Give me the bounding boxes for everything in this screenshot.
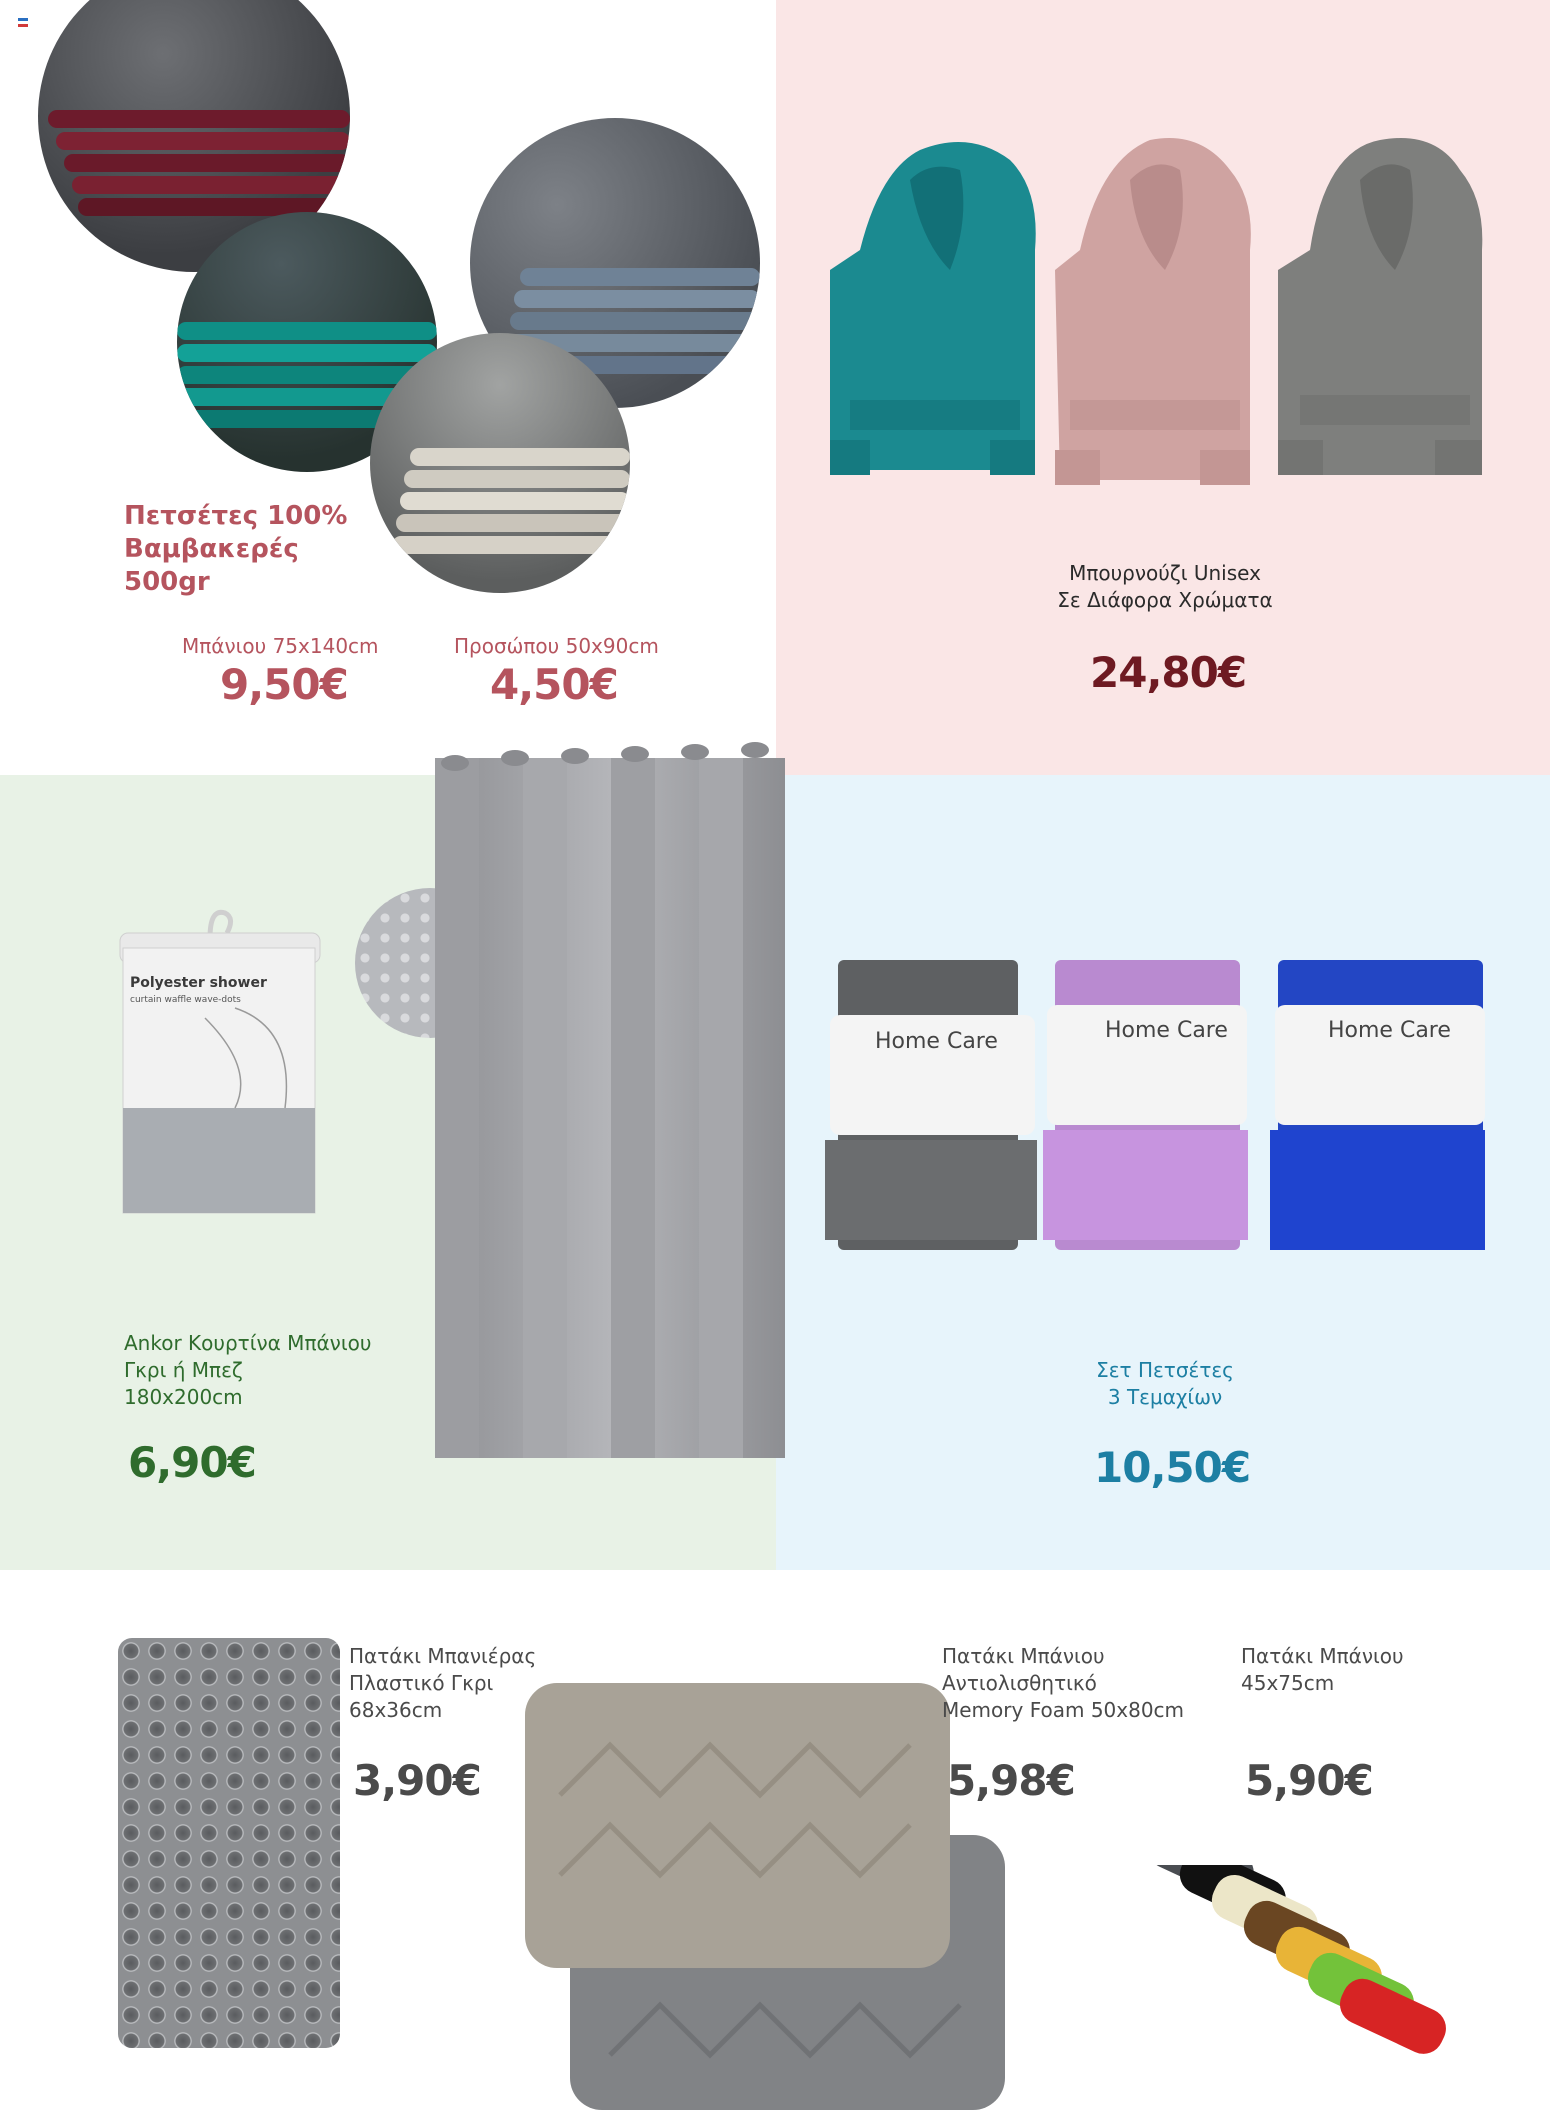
robe-description: [1000, 560, 1330, 614]
towel-set-line1: Σετ Πετσέτες: [1096, 1358, 1234, 1382]
robe-line1: Μπουρνούζι Unisex: [1069, 561, 1261, 585]
curtain-price: 6,90€: [128, 1438, 256, 1487]
stacked-towels-photo-beige: [370, 333, 630, 593]
curtain-package-text1: Polyester shower: [130, 975, 267, 991]
towels-title: [124, 500, 347, 599]
mat-memory-line1: Πατάκι Μπάνιου: [942, 1644, 1105, 1668]
plastic-mat-photo: [118, 1638, 340, 2048]
curtain-description: [124, 1330, 371, 1410]
mat-plastic-line3: 68x36cm: [349, 1697, 443, 1722]
towel-set-price: 10,50€: [1094, 1443, 1251, 1492]
mat-small-line1: Πατάκι Μπάνιου: [1241, 1644, 1404, 1668]
towel-set-line2: 3 Τεμαχίων: [1107, 1384, 1223, 1409]
mat-small-line2: 45x75cm: [1241, 1670, 1335, 1695]
bathrobe-photo: [820, 130, 1510, 500]
mat-plastic-description: [349, 1643, 536, 1723]
towels-title-line2: Βαμβακερές: [124, 534, 299, 565]
curtain-line2: Γκρι ή Μπεζ: [124, 1357, 243, 1382]
shower-curtain-package-photo: [115, 908, 325, 1218]
robe-line2: Σε Διάφορα Χρώματα: [1057, 587, 1273, 612]
memory-foam-mat-photo: [520, 1675, 1010, 2115]
towel-set-brand-2: Home Care: [1105, 1018, 1228, 1043]
mat-plastic-line2: Πλαστικό Γκρι: [349, 1670, 494, 1695]
curtain-line1: Ankor Κουρτίνα Μπάνιου: [124, 1331, 372, 1355]
towels-face-price: 4,50€: [490, 660, 618, 709]
towels-title-line3: 500gr: [124, 567, 210, 598]
towels-bath-price: 9,50€: [220, 660, 348, 709]
page-marker-icon: [18, 18, 28, 27]
shower-curtain-photo: [435, 738, 785, 1458]
mat-memory-price: 5,98€: [947, 1756, 1075, 1805]
robe-price: 24,80€: [1090, 648, 1247, 697]
mat-small-price: 5,90€: [1245, 1756, 1373, 1805]
rolled-mats-photo: [1090, 1865, 1500, 2065]
towel-set-photo: [820, 955, 1500, 1265]
mat-memory-line3: Memory Foam 50x80cm: [942, 1697, 1185, 1722]
mat-memory-description: [942, 1643, 1184, 1723]
towels-title-line1: Πετσέτες 100%: [124, 501, 348, 531]
mat-plastic-price: 3,90€: [353, 1756, 481, 1805]
curtain-package-text2: curtain waffle wave-dots: [130, 995, 241, 1005]
towel-set-brand-1: Home Care: [875, 1029, 998, 1054]
mat-small-description: [1241, 1643, 1404, 1697]
towel-set-description: [1000, 1357, 1330, 1411]
towels-bath-label: Μπάνιου 75x140cm: [182, 634, 379, 658]
mat-memory-line2: Αντιολισθητικό: [942, 1670, 1097, 1695]
curtain-line3: 180x200cm: [124, 1384, 243, 1409]
towels-face-label: Προσώπου 50x90cm: [454, 634, 659, 658]
towel-set-brand-3: Home Care: [1328, 1018, 1451, 1043]
mat-plastic-line1: Πατάκι Μπανιέρας: [349, 1644, 537, 1668]
